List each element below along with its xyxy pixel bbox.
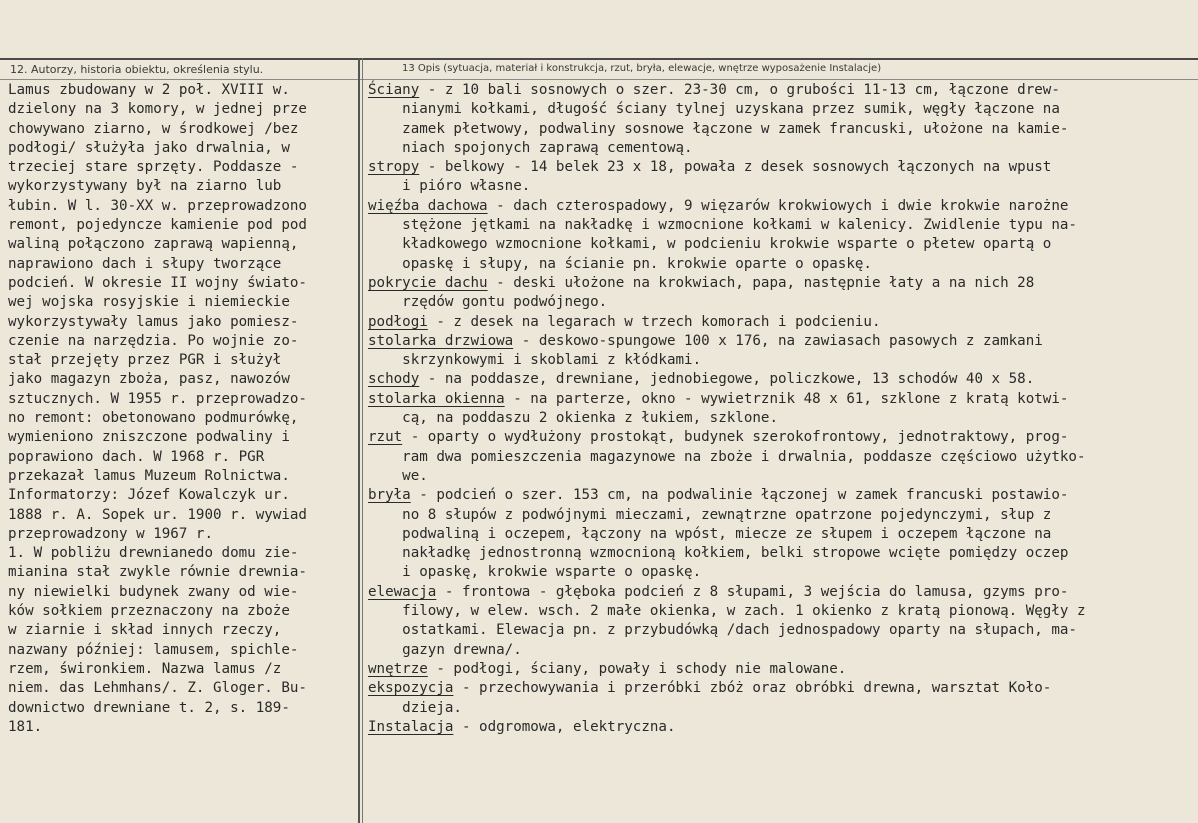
description-line: [368, 100, 1086, 119]
history-line: ków sołkiem przeznaczony na zboże: [8, 603, 290, 620]
description-text-run: - na poddasze, drewniane, jednobiegowe, policzkowe, 13 schodów 40 x 58.: [419, 371, 1035, 388]
description-text-run: i opaskę, krokwie wsparte o opaskę.: [368, 564, 702, 581]
description-text-run: - z 10 bali sosnowych o szer. 23-30 cm, o grubości 11-13 cm, łączone drew-: [419, 82, 1060, 98]
description-line: [368, 641, 1086, 660]
section-term: stropy: [368, 159, 420, 176]
section-term: stolarka drzwiowa: [368, 332, 514, 349]
description-line: [368, 602, 1086, 621]
description-text-run: podwaliną i oczepem, łączony na wpóst, miecze ze słupem i oczepem łączone na: [368, 525, 1052, 542]
description-line: [368, 81, 1086, 100]
history-line: waliną połączono zaprawą wapienną,: [8, 236, 299, 253]
section-12-heading: 12. Autorzy, historia obiektu, określenia stylu.: [10, 63, 264, 76]
description-text-run: ostatkami. Elewacja pn. z przybudówką /dach jednospadowy oparty na słupach, ma-: [368, 622, 1077, 639]
history-line: rzem, świronkiem. Nazwa lamus /z: [8, 660, 282, 677]
section-term: ekspozycja: [368, 680, 454, 697]
column-divider-inner: [362, 58, 363, 823]
description-line: [368, 293, 1086, 312]
description-line: [368, 428, 1086, 447]
section-term: elewacja: [368, 583, 437, 600]
column-divider: [358, 58, 360, 823]
description-line: [368, 120, 1086, 139]
history-line: downictwo drewniane t. 2, s. 189-: [8, 699, 290, 716]
description-text-run: - frontowa - głęboka podcień z 8 słupami, 3 wejścia do lamusa, gzyms pro-: [436, 583, 1069, 600]
history-line: Informatorzy: Józef Kowalczyk ur.: [8, 487, 290, 504]
description-text-run: cą, na poddaszu 2 okienka z łukiem, szklone.: [368, 410, 778, 427]
description-text-run: i pióro własne.: [368, 178, 531, 195]
section-term: schody: [368, 371, 420, 388]
description-line: [368, 274, 1086, 293]
history-line: łubin. W l. 30-XX w. przeprowadzono: [8, 197, 307, 214]
description-line: [368, 370, 1086, 389]
description-text-run: - na parterze, okno - wywietrznik 48 x 61, szklone z kratą kotwi-: [504, 390, 1069, 407]
description-line: [368, 679, 1086, 698]
description-line: [368, 467, 1086, 486]
description-line: [368, 583, 1086, 602]
section-13-heading: 13 Opis (sytuacja, materiał i konstrukcja, rzut, bryła, elewacje, wnętrze wyposażenie Instalacje): [402, 63, 882, 74]
history-line: jako magazyn zboża, pasz, nawozów: [8, 371, 290, 388]
history-line: sztucznych. W 1955 r. przeprowadzo-: [8, 390, 307, 407]
description-line: [368, 313, 1086, 332]
description-text-run: - odgromowa, elektryczna.: [453, 718, 676, 735]
description-text-run: filowy, w elew. wsch. 2 małe okienka, w zach. 1 okienko z kratą pionową. Węgły z: [368, 603, 1086, 620]
description-line: [368, 255, 1086, 274]
description-text-run: stężone jętkami na nakładkę i wzmocnione kołkami w kalenicy. Zwidlenie typu na-: [368, 217, 1077, 234]
description-line: [368, 448, 1086, 467]
section-term: stolarka okienna: [368, 390, 505, 407]
header-rule: [0, 79, 1198, 80]
description-line: [368, 197, 1086, 216]
history-line: wej wojska rosyjskie i niemieckie: [8, 294, 290, 311]
description-text-run: opaskę i słupy, na ścianie pn. krokwie oparte o opaskę.: [368, 255, 872, 272]
description-text-run: zamek płetwowy, podwaliny sosnowe łączone w zamek francuski, ułożone na kamie-: [368, 120, 1069, 137]
description-text-run: nianymi kołkami, długość ściany tylnej uzyskana przez sumik, węgły łączone na: [368, 101, 1060, 118]
description-text-run: ram dwa pomieszczenia magazynowe na zboże i drwalnia, poddasze częściowo użytko-: [368, 448, 1086, 465]
history-line: no remont: obetonowano podmurówkę,: [8, 410, 299, 427]
section-term: więźba dachowa: [368, 197, 488, 214]
description-text: [368, 81, 1086, 737]
description-text-run: rzędów gontu podwójnego.: [368, 294, 608, 311]
history-line: chowywano ziarno, w środkowej /bez: [8, 120, 299, 137]
description-text-run: - podcień o szer. 153 cm, na podwalinie łączonej w zamek francuski postawio-: [410, 487, 1069, 504]
description-line: [368, 332, 1086, 351]
description-line: [368, 563, 1086, 582]
description-line: [368, 235, 1086, 254]
description-line: [368, 158, 1086, 177]
history-line: wykorzystywany był na ziarno lub: [8, 178, 282, 195]
description-text-run: kładkowego wzmocnione kołkami, w podcieniu krokwie wsparte o płetew opartą o: [368, 236, 1052, 253]
history-line: poprawiono dach. W 1968 r. PGR: [8, 448, 265, 465]
history-line: 1888 r. A. Sopek ur. 1900 r. wywiad: [8, 506, 307, 523]
description-text-run: - podłogi, ściany, powały i schody nie malowane.: [427, 660, 847, 677]
history-line: stał przejęty przez PGR i służył: [8, 352, 282, 369]
description-line: [368, 351, 1086, 370]
description-text-run: dzieja.: [368, 699, 462, 716]
history-line: remont, pojedyncze kamienie pod pod: [8, 217, 307, 234]
section-term: bryła: [368, 487, 411, 504]
description-line: [368, 409, 1086, 428]
description-text-run: - dach czterospadowy, 9 więzarów krokwiowych i dwie krokwie narożne: [487, 197, 1069, 214]
history-line: ny niewielki budynek zwany od wie-: [8, 583, 299, 600]
top-rule: [0, 58, 1198, 60]
description-line: [368, 390, 1086, 409]
description-line: [368, 525, 1086, 544]
description-line: [368, 139, 1086, 158]
history-line: niem. das Lehmhans/. Z. Gloger. Bu-: [8, 680, 307, 697]
description-text-run: - z desek na legarach w trzech komorach i podcieniu.: [427, 313, 881, 330]
section-term: podłogi: [368, 313, 428, 330]
description-line: [368, 699, 1086, 718]
description-text-run: niach spojonych zaprawą cementową.: [368, 139, 693, 156]
description-line: [368, 660, 1086, 679]
description-text-run: gazyn drewna/.: [368, 641, 522, 658]
description-text-run: - deski ułożone na krokwiach, papa, następnie łaty a na nich 28: [487, 274, 1035, 291]
description-line: [368, 506, 1086, 525]
history-line: podcień. W okresie II wojny świato-: [8, 274, 307, 291]
description-text-run: nakładkę jednostronną wzmocnioną kołkiem, belki stropowe wcięte pomiędzy oczep: [368, 545, 1069, 562]
history-line: naprawiono dach i słupy tworzące: [8, 255, 282, 272]
history-text: [8, 81, 307, 737]
description-text-run: skrzynkowymi i skoblami z kłódkami.: [368, 352, 702, 369]
history-line: nazwany później: lamusem, spichle-: [8, 641, 299, 658]
history-line: trzeciej stare sprzęty. Poddasze -: [8, 159, 299, 176]
history-line: Lamus zbudowany w 2 poł. XVIII w.: [8, 82, 290, 98]
description-text-run: - oparty o wydłużony prostokąt, budynek szerokofrontowy, jednotraktowy, prog-: [402, 429, 1069, 446]
history-line: przeprowadzony w 1967 r.: [8, 525, 213, 542]
history-line: w ziarnie i skład innych rzeczy,: [8, 622, 282, 639]
description-line: [368, 177, 1086, 196]
section-term: Ściany: [368, 82, 420, 98]
history-line: czenie na narzędzia. Po wojnie zo-: [8, 332, 299, 349]
history-line: podłogi/ służyła jako drwalnia, w: [8, 139, 290, 156]
history-line: dzielony na 3 komory, w jednej prze: [8, 101, 307, 118]
history-line: mianina stał zwykle równie drewnia-: [8, 564, 307, 581]
section-term: rzut: [368, 429, 403, 446]
section-term: wnętrze: [368, 660, 428, 677]
description-line: [368, 216, 1086, 235]
section-term: Instalacja: [368, 718, 454, 735]
description-text-run: - belkowy - 14 belek 23 x 18, powała z desek sosnowych łączonych na wpust: [419, 159, 1052, 176]
description-line: [368, 544, 1086, 563]
description-line: [368, 621, 1086, 640]
description-line: [368, 486, 1086, 505]
history-line: 181.: [8, 718, 43, 735]
history-line: wymieniono zniszczone podwaliny i: [8, 429, 290, 446]
section-term: pokrycie dachu: [368, 274, 488, 291]
description-text-run: - przechowywania i przeróbki zbóż oraz obróbki drewna, warsztat Koło-: [453, 680, 1052, 697]
description-text-run: no 8 słupów z podwójnymi mieczami, zewnątrzne opatrzone pojedynczymi, słup z: [368, 506, 1052, 523]
description-text-run: - deskowo-spungowe 100 x 176, na zawiasach pasowych z zamkani: [513, 332, 1043, 349]
history-line: przekazał lamus Muzeum Rolnictwa.: [8, 467, 290, 484]
description-text-run: we.: [368, 467, 428, 484]
history-line: wykorzystywały lamus jako pomiesz-: [8, 313, 299, 330]
description-line: [368, 718, 1086, 737]
history-line: 1. W pobliżu drewnianedo domu zie-: [8, 545, 299, 562]
